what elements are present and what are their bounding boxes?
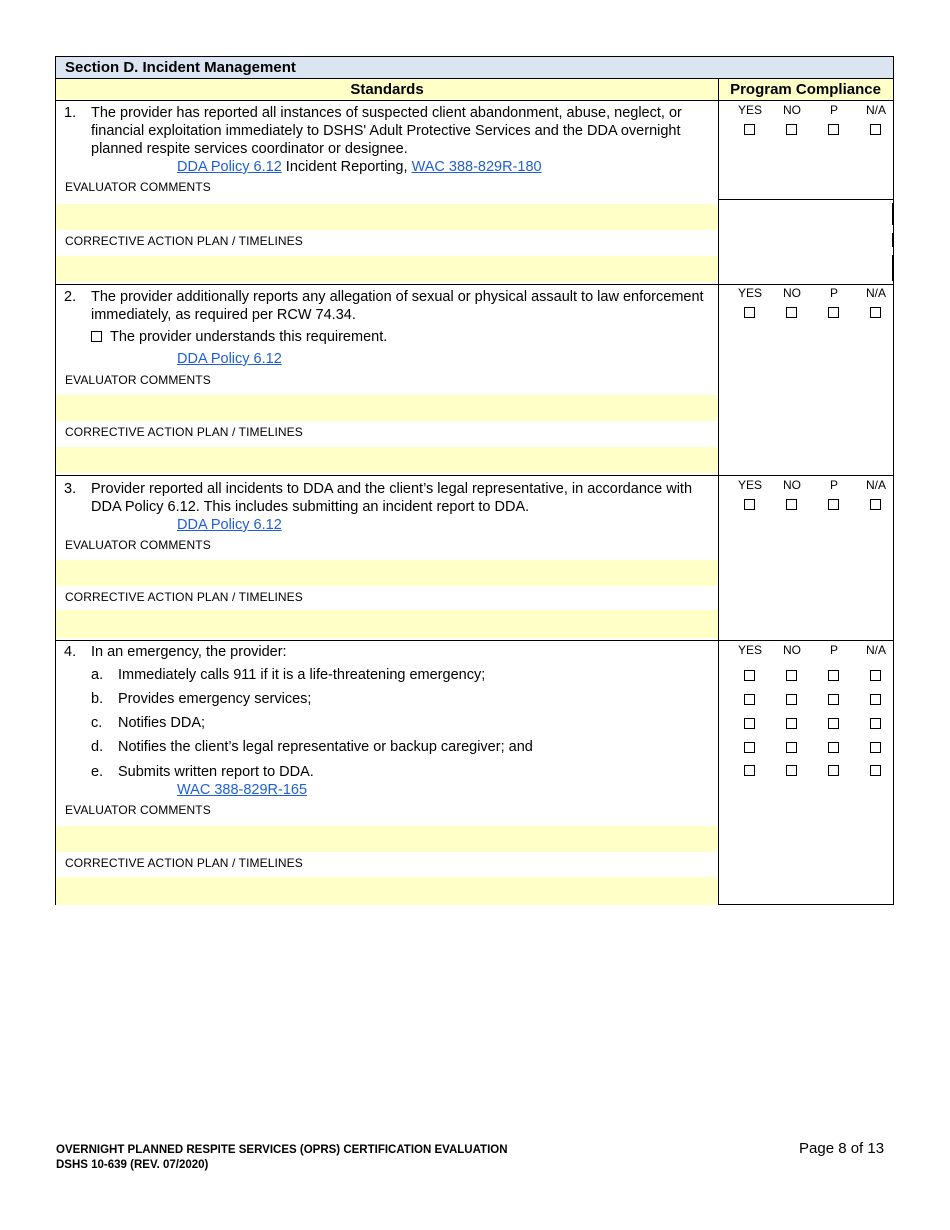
acknowledgement bbox=[64, 328, 714, 346]
evaluator-comments-label: EVALUATOR COMMENTS bbox=[65, 803, 211, 817]
standard-text: The provider additionally reports any allegation of sexual or physical assault to law enforcement immediately, as required per RCW 74.34. bbox=[91, 289, 704, 323]
policy-link[interactable]: DDA Policy 6.12 bbox=[177, 159, 282, 175]
yes-checkbox[interactable] bbox=[744, 499, 755, 510]
row-divider bbox=[56, 475, 893, 476]
subitem-text: Immediately calls 911 if it is a life-threatening emergency; bbox=[118, 667, 486, 683]
p-label: P bbox=[829, 643, 838, 657]
p-checkbox[interactable] bbox=[828, 765, 839, 776]
compliance-checkboxes-4c bbox=[718, 718, 893, 732]
compliance-checkboxes-2 bbox=[718, 307, 893, 321]
evaluator-comments-field[interactable] bbox=[56, 560, 718, 586]
yes-label: YES bbox=[737, 643, 762, 657]
standard-reference bbox=[64, 350, 714, 368]
na-checkbox[interactable] bbox=[870, 742, 881, 753]
footer-left bbox=[56, 1143, 508, 1173]
evaluator-comments-label: EVALUATOR COMMENTS bbox=[65, 180, 211, 194]
corrective-action-label: CORRECTIVE ACTION PLAN / TIMELINES bbox=[65, 234, 303, 248]
compliance-checkboxes-4d bbox=[718, 742, 893, 756]
yes-label: YES bbox=[737, 103, 762, 117]
no-label: NO bbox=[783, 286, 801, 300]
na-checkbox[interactable] bbox=[870, 499, 881, 510]
incident-management-table bbox=[55, 56, 894, 905]
wac-link[interactable]: WAC 388-829R-165 bbox=[177, 782, 308, 798]
corrective-action-label: CORRECTIVE ACTION PLAN / TIMELINES bbox=[65, 856, 303, 870]
evaluator-comments-field[interactable] bbox=[56, 395, 718, 421]
yes-checkbox[interactable] bbox=[744, 718, 755, 729]
corrective-action-field[interactable] bbox=[56, 877, 718, 905]
acknowledgement-text: The provider understands this requirement. bbox=[110, 329, 388, 345]
yes-label: YES bbox=[737, 286, 762, 300]
evaluator-comments-field[interactable] bbox=[56, 204, 718, 230]
p-checkbox[interactable] bbox=[828, 742, 839, 753]
standard-reference bbox=[64, 781, 714, 799]
p-checkbox[interactable] bbox=[828, 499, 839, 510]
na-label: N/A bbox=[865, 478, 886, 492]
yes-checkbox[interactable] bbox=[744, 694, 755, 705]
section-title: Section D. Incident Management bbox=[65, 59, 296, 76]
no-label: NO bbox=[783, 478, 801, 492]
evaluator-comments-field[interactable] bbox=[56, 826, 718, 852]
na-checkbox[interactable] bbox=[870, 718, 881, 729]
na-checkbox[interactable] bbox=[870, 765, 881, 776]
margin-tick bbox=[892, 255, 893, 281]
no-checkbox[interactable] bbox=[786, 742, 797, 753]
p-checkbox[interactable] bbox=[828, 718, 839, 729]
acknowledgement-checkbox[interactable] bbox=[91, 331, 102, 342]
yes-label: YES bbox=[737, 478, 762, 492]
no-checkbox[interactable] bbox=[786, 670, 797, 681]
compliance-checkboxes-4b bbox=[718, 694, 893, 708]
margin-tick bbox=[892, 203, 893, 225]
subitem-letter: b. bbox=[91, 691, 104, 707]
form-title: OVERNIGHT PLANNED RESPITE SERVICES (OPRS) CERTIFICATION EVALUATION bbox=[56, 1144, 508, 1156]
evaluator-comments-label: EVALUATOR COMMENTS bbox=[65, 373, 211, 387]
subitem-text: Submits written report to DDA. bbox=[118, 764, 314, 780]
corrective-action-label: CORRECTIVE ACTION PLAN / TIMELINES bbox=[65, 590, 303, 604]
subitem-letter: e. bbox=[91, 764, 104, 780]
p-checkbox[interactable] bbox=[828, 694, 839, 705]
no-label: NO bbox=[783, 643, 801, 657]
no-label: NO bbox=[783, 103, 801, 117]
section-header bbox=[56, 57, 893, 79]
p-label: P bbox=[829, 478, 838, 492]
na-checkbox[interactable] bbox=[870, 124, 881, 135]
subitem-text: Provides emergency services; bbox=[118, 691, 312, 707]
yes-checkbox[interactable] bbox=[744, 307, 755, 318]
compliance-checkboxes-4e bbox=[718, 765, 893, 779]
subitem-letter: d. bbox=[91, 739, 104, 755]
compliance-column-header: Program Compliance bbox=[730, 81, 881, 98]
no-checkbox[interactable] bbox=[786, 499, 797, 510]
subitem-text: Notifies DDA; bbox=[118, 715, 206, 731]
standard-reference bbox=[64, 516, 714, 534]
subitem-letter: c. bbox=[91, 715, 103, 731]
na-label: N/A bbox=[865, 286, 886, 300]
policy-link[interactable]: DDA Policy 6.12 bbox=[177, 351, 282, 367]
no-checkbox[interactable] bbox=[786, 694, 797, 705]
compliance-divider bbox=[718, 199, 893, 200]
corrective-action-field[interactable] bbox=[56, 256, 718, 282]
p-label: P bbox=[829, 103, 838, 117]
standard-text: In an emergency, the provider: bbox=[91, 644, 287, 660]
corrective-action-label: CORRECTIVE ACTION PLAN / TIMELINES bbox=[65, 425, 303, 439]
column-divider bbox=[718, 79, 719, 905]
standard-4-reference bbox=[64, 781, 714, 799]
standard-number: 2. bbox=[64, 289, 77, 305]
p-checkbox[interactable] bbox=[828, 307, 839, 318]
corrective-action-field[interactable] bbox=[56, 447, 718, 473]
yes-checkbox[interactable] bbox=[744, 670, 755, 681]
standard-text: The provider has reported all instances of suspected client abandonment, abuse, neglect, or financial exploitation immediately to DSHS' Adult Protective Services and the DDA overnight planned respite services coordinator or designee. bbox=[91, 105, 682, 157]
page-number: Page 8 of 13 bbox=[799, 1140, 885, 1157]
row-divider bbox=[56, 284, 893, 285]
reference-text: Incident Reporting, bbox=[281, 159, 412, 175]
row-divider bbox=[56, 640, 893, 641]
policy-link[interactable]: DDA Policy 6.12 bbox=[177, 517, 282, 533]
standards-column-header: Standards bbox=[350, 81, 424, 98]
no-checkbox[interactable] bbox=[786, 718, 797, 729]
column-header-row bbox=[56, 79, 893, 101]
na-checkbox[interactable] bbox=[870, 307, 881, 318]
no-checkbox[interactable] bbox=[786, 124, 797, 135]
compliance-checkboxes-3 bbox=[718, 499, 893, 513]
standard-text: Provider reported all incidents to DDA and the client’s legal representative, in accordance with DDA Policy 6.12. This includes submitting an incident report to DDA. bbox=[91, 481, 693, 515]
p-checkbox[interactable] bbox=[828, 670, 839, 681]
na-label: N/A bbox=[865, 643, 886, 657]
standard-number: 3. bbox=[64, 481, 77, 497]
corrective-action-field[interactable] bbox=[56, 610, 718, 638]
standard-3 bbox=[64, 480, 714, 534]
yes-checkbox[interactable] bbox=[744, 124, 755, 135]
na-checkbox[interactable] bbox=[870, 694, 881, 705]
standard-number: 1. bbox=[64, 105, 77, 121]
subitem-letter: a. bbox=[91, 667, 104, 683]
na-label: N/A bbox=[865, 103, 886, 117]
standard-1 bbox=[64, 104, 714, 176]
yes-checkbox[interactable] bbox=[744, 742, 755, 753]
no-checkbox[interactable] bbox=[786, 765, 797, 776]
standard-4 bbox=[64, 643, 714, 661]
evaluator-comments-label: EVALUATOR COMMENTS bbox=[65, 538, 211, 552]
na-checkbox[interactable] bbox=[870, 670, 881, 681]
compliance-checkboxes-1 bbox=[718, 124, 893, 138]
standard-number: 4. bbox=[64, 644, 77, 660]
p-label: P bbox=[829, 286, 838, 300]
no-checkbox[interactable] bbox=[786, 307, 797, 318]
form-number: DSHS 10-639 (REV. 07/2020) bbox=[56, 1159, 209, 1171]
standard-2 bbox=[64, 288, 714, 368]
compliance-checkboxes-4a bbox=[718, 670, 893, 684]
standard-reference bbox=[64, 158, 714, 176]
yes-checkbox[interactable] bbox=[744, 765, 755, 776]
p-checkbox[interactable] bbox=[828, 124, 839, 135]
wac-link[interactable]: WAC 388-829R-180 bbox=[411, 159, 542, 175]
margin-tick bbox=[892, 233, 893, 247]
subitem-text: Notifies the client’s legal representative or backup caregiver; and bbox=[118, 739, 533, 755]
